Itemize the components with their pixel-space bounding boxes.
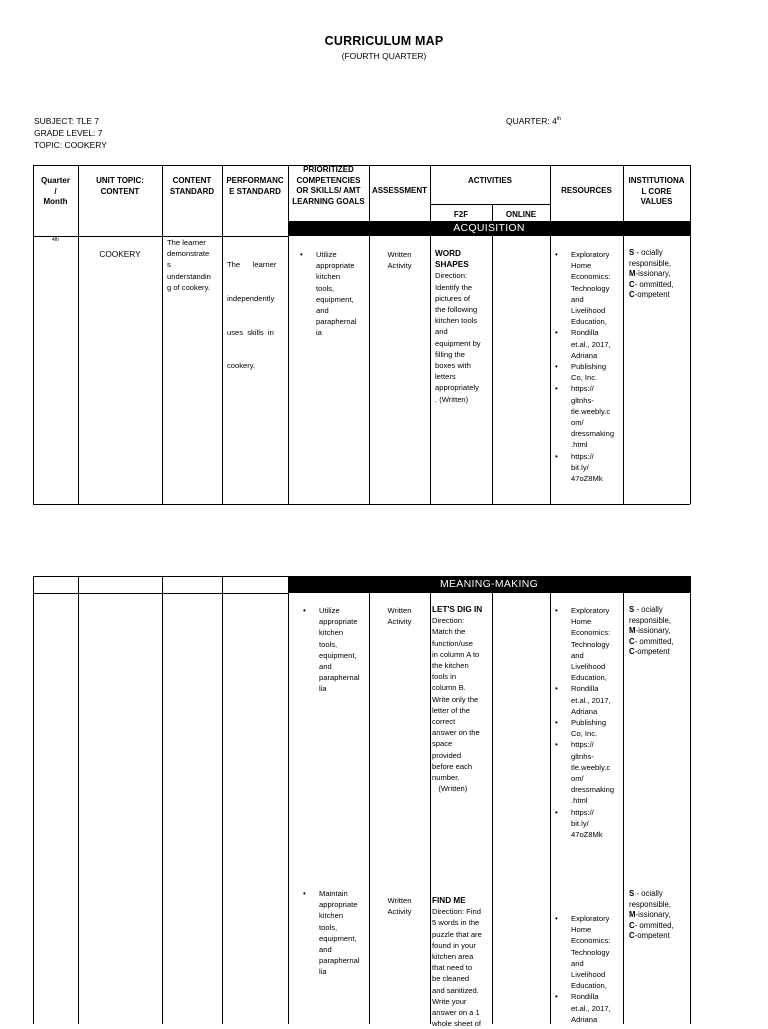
text-line: Activity xyxy=(387,907,412,917)
text-line: Economics: xyxy=(571,628,611,638)
text-line: the following xyxy=(435,305,478,315)
quarter-label-text: QUARTER: 4 xyxy=(506,116,557,126)
text-line: tle.weebly.c xyxy=(571,762,611,772)
meta-block xyxy=(34,115,107,151)
bullet-icon: • xyxy=(555,740,558,750)
text-line: kitchen xyxy=(319,911,344,921)
text-line: column B. xyxy=(432,683,466,693)
assessment-cell xyxy=(369,605,430,627)
text-line: paraphernal xyxy=(319,956,360,966)
text-line: whole sheet of xyxy=(432,1019,481,1029)
text-line: Education, xyxy=(571,981,607,991)
value-line xyxy=(629,910,689,921)
text-line: filling the xyxy=(435,349,465,359)
f2f-activity-cell xyxy=(435,248,491,405)
header-quarter-line: Month xyxy=(43,197,68,206)
bullet-icon: • xyxy=(555,250,558,259)
text-line: Home xyxy=(571,617,592,627)
text-line: https:// xyxy=(571,740,594,750)
text-line: appropriate xyxy=(319,900,358,910)
header-unit-topic-line: CONTENT xyxy=(100,186,140,196)
text-line: tools, xyxy=(319,922,338,932)
value-line xyxy=(629,931,689,942)
content-standard-cell xyxy=(167,237,219,293)
text-line: Economics: xyxy=(571,272,611,282)
activity-title: FIND ME xyxy=(432,896,466,905)
resource-item xyxy=(555,717,623,739)
text-line: Rondilla xyxy=(571,328,599,338)
text-line: The learner xyxy=(227,260,277,270)
text-line: provided xyxy=(432,750,462,760)
bullet-icon: • xyxy=(300,250,303,259)
text-line: equipment, xyxy=(319,650,357,660)
text-line: Identify the xyxy=(435,282,473,292)
text-line: et.al., 2017, xyxy=(571,1003,611,1013)
core-values-cell xyxy=(629,248,689,301)
competency-cell xyxy=(300,249,368,339)
resource-item xyxy=(555,249,623,327)
unit-topic-cell: COOKERY xyxy=(99,249,141,259)
text-line: Publishing xyxy=(571,362,607,372)
text-line: kitchen xyxy=(316,272,341,282)
value-letter: C xyxy=(629,279,635,289)
header-performance-standard-line: E STANDARD xyxy=(229,186,281,196)
core-values-cell xyxy=(629,889,689,942)
header-resources: RESOURCES xyxy=(561,186,612,195)
text-line: letters xyxy=(435,372,456,382)
header-core-values-line: VALUES xyxy=(640,197,673,206)
value-text: -ompetent xyxy=(634,647,670,657)
text-line: found in your xyxy=(432,940,476,950)
text-line: et.al., 2017, xyxy=(571,339,611,349)
text-line: and xyxy=(319,945,332,955)
header-performance-standard-line: PERFORMANC xyxy=(226,176,284,185)
value-text: -ompetent xyxy=(634,931,670,941)
text-line: Exploratory xyxy=(571,606,610,615)
document-title: CURRICULUM MAP xyxy=(324,34,444,48)
header-competencies-line: LEARNING GOALS xyxy=(292,196,365,206)
value-letter: C xyxy=(629,920,635,930)
section-bar-meaning-making: MEANING-MAKING xyxy=(288,576,690,593)
header-f2f: F2F xyxy=(453,210,469,219)
text-line: Maintain xyxy=(319,889,348,898)
header-competencies-line: OR SKILLS/ AMT xyxy=(296,186,361,195)
text-line: om/ xyxy=(571,774,584,784)
text-line: om/ xyxy=(571,418,584,428)
value-text: - ocially xyxy=(634,248,663,257)
header-quarter-line: / xyxy=(54,186,57,196)
text-line: that need to xyxy=(432,963,473,973)
assessment-cell xyxy=(369,249,430,271)
text-line: Match the xyxy=(432,627,466,637)
text-line: independently xyxy=(227,294,275,304)
text-line: letter of the xyxy=(432,705,470,715)
value-letter: M xyxy=(629,910,636,920)
resources-list xyxy=(555,605,623,840)
header-core-values xyxy=(623,176,690,208)
document-subtitle: (FOURTH QUARTER) xyxy=(341,51,427,61)
text-line: and xyxy=(316,306,329,316)
text-line: Adriana xyxy=(571,706,598,716)
header-quarter-line: Quarter xyxy=(41,176,70,185)
header-online: ONLINE xyxy=(505,210,537,219)
resource-link[interactable] xyxy=(555,383,623,450)
text-line: Rondilla xyxy=(571,992,599,1002)
value-text: -ompetent xyxy=(634,290,670,300)
text-line: answer on a 1 xyxy=(432,1008,480,1018)
text-line: dressmaking xyxy=(571,785,615,795)
text-line: Adriana xyxy=(571,350,598,360)
text-line: appropriate xyxy=(316,261,355,271)
value-line xyxy=(629,280,689,291)
performance-standard-cell xyxy=(227,237,285,383)
text-line: Direction: xyxy=(432,616,465,626)
resource-link[interactable] xyxy=(555,451,623,485)
value-text: responsible, xyxy=(629,615,672,625)
text-line: tools, xyxy=(319,639,338,649)
text-line: Education, xyxy=(571,673,607,683)
header-competencies xyxy=(288,165,369,207)
text-line: Adriana xyxy=(571,1014,598,1024)
bullet-icon: • xyxy=(555,451,558,461)
text-line: Technology xyxy=(571,639,610,649)
text-line: number. xyxy=(432,773,460,783)
text-line: 47oZ8Mk xyxy=(571,474,603,484)
resources-list xyxy=(555,913,623,1025)
resources-cell xyxy=(555,913,623,1025)
topic-label: TOPIC: COOKERY xyxy=(34,140,107,150)
text-line: the kitchen xyxy=(432,661,469,671)
section-bar-acquisition: ACQUISITION xyxy=(288,221,690,236)
text-line: paraphernal xyxy=(316,317,357,327)
text-line: cookery. xyxy=(227,361,256,371)
value-letter: S xyxy=(629,605,635,614)
text-line: bit.ly/ xyxy=(571,818,589,828)
value-text: -issionary, xyxy=(635,910,671,920)
value-line xyxy=(629,605,689,616)
text-line: tools, xyxy=(316,283,335,293)
text-line: equipment by xyxy=(435,338,481,348)
text-line: Exploratory xyxy=(571,914,610,923)
header-activities: ACTIVITIES xyxy=(467,176,512,185)
text-line: equipment, xyxy=(319,933,357,943)
subject-label: SUBJECT: TLE 7 xyxy=(34,116,100,126)
text-line: Activity xyxy=(387,261,412,271)
header-quarter-month xyxy=(33,176,78,208)
resource-item xyxy=(555,991,623,1025)
text-line: function/use xyxy=(432,638,473,648)
text-line: Home xyxy=(571,925,592,935)
text-line: The learner xyxy=(167,238,206,247)
text-line: 5 words in the xyxy=(432,918,480,928)
value-line xyxy=(629,626,689,637)
competency-cell xyxy=(303,888,369,978)
text-line: kitchen tools xyxy=(435,316,478,326)
resource-item xyxy=(555,913,623,991)
bullet-icon: • xyxy=(303,889,306,898)
quarter-label-sup: th xyxy=(556,116,562,123)
text-line: Written xyxy=(387,606,412,615)
text-line: tools in xyxy=(432,672,457,682)
bullet-icon: • xyxy=(555,914,558,923)
text-line: g of cookery. xyxy=(167,282,210,292)
value-line xyxy=(629,248,689,259)
bullet-icon: • xyxy=(555,606,558,615)
activity-title: LET'S DIG IN xyxy=(432,605,483,614)
header-assessment: ASSESSMENT xyxy=(371,186,428,195)
text-line: Home xyxy=(571,261,592,271)
text-line: puzzle that are xyxy=(432,929,482,939)
header-core-values-line: INSTITUTIONA xyxy=(628,176,685,185)
text-line: Written xyxy=(387,896,412,905)
value-letter: S xyxy=(629,248,635,257)
text-line: Write only the xyxy=(432,694,479,704)
bullet-icon: • xyxy=(555,718,558,728)
text-line: before each xyxy=(432,761,473,771)
value-line xyxy=(629,921,689,932)
header-competencies-line: PRIORITIZED xyxy=(303,165,354,174)
text-line: Direction: xyxy=(435,271,468,281)
text-line: Co, Inc. xyxy=(571,729,598,739)
text-line: bit.ly/ xyxy=(571,462,589,472)
resource-item xyxy=(555,605,623,683)
value-line xyxy=(629,900,689,911)
text-line: correct xyxy=(432,717,456,727)
text-line: Co, Inc. xyxy=(571,373,598,383)
text-line: Technology xyxy=(571,947,610,957)
header-content-standard-line: CONTENT xyxy=(172,176,212,185)
text-line: and xyxy=(571,958,584,968)
text-line: be cleaned xyxy=(432,974,470,984)
text-line: et.al., 2017, xyxy=(571,695,611,705)
text-line: https:// xyxy=(571,384,594,394)
text-line: . (Written) xyxy=(435,394,469,404)
header-content-standard-line: STANDARD xyxy=(169,186,215,196)
value-letter: C xyxy=(629,290,635,300)
bullet-icon: • xyxy=(555,362,558,372)
value-text: -issionary, xyxy=(635,269,671,279)
bullet-icon: • xyxy=(555,992,558,1002)
header-competencies-line: COMPETENCIES xyxy=(296,175,361,185)
text-line: .html xyxy=(571,796,588,806)
header-core-values-line: L CORE xyxy=(641,186,672,196)
f2f-activity-cell xyxy=(432,895,490,1029)
text-line: Utilize xyxy=(319,606,340,615)
text-line: Livelihood xyxy=(571,970,606,980)
text-line: Write your xyxy=(432,996,467,1006)
core-values-cell xyxy=(629,605,689,658)
value-letter: M xyxy=(629,269,636,279)
text-line: kitchen area xyxy=(432,952,474,962)
text-line: and xyxy=(435,327,448,337)
grade-level-label: GRADE LEVEL: 7 xyxy=(34,128,103,138)
value-letter: C xyxy=(629,647,635,657)
text-line: in column A to xyxy=(432,649,480,659)
bullet-icon: • xyxy=(555,807,558,817)
text-line: gltnhs- xyxy=(571,395,594,405)
resource-item xyxy=(555,361,623,383)
text-line: space xyxy=(432,739,453,749)
text-line: dressmaking xyxy=(571,429,615,439)
bullet-icon: • xyxy=(555,684,558,694)
value-letter: C xyxy=(629,931,635,941)
text-line: Exploratory xyxy=(571,250,610,259)
value-line xyxy=(629,889,689,900)
value-line xyxy=(629,290,689,301)
value-line xyxy=(629,269,689,280)
text-line: Livelihood xyxy=(571,662,606,672)
bullet-icon: • xyxy=(303,606,306,615)
resources-cell xyxy=(555,249,623,484)
value-text: responsible, xyxy=(629,899,672,909)
text-line: Direction: Find xyxy=(432,907,481,917)
resources-list xyxy=(555,249,623,484)
value-text: - ocially xyxy=(634,605,663,614)
bullet-icon: • xyxy=(555,328,558,338)
activity-title: WORD xyxy=(435,249,461,258)
value-line xyxy=(629,637,689,648)
text-line: lia xyxy=(319,684,327,694)
text-line: tle.weebly.c xyxy=(571,406,611,416)
value-text: responsible, xyxy=(629,258,672,268)
text-line: ia xyxy=(316,328,322,338)
value-text: - ommitted, xyxy=(634,279,674,289)
text-line: and xyxy=(571,294,584,304)
resources-cell xyxy=(555,605,623,840)
activity-title: SHAPES xyxy=(435,260,469,270)
text-line: equipment, xyxy=(316,294,354,304)
text-line: 47oZ8Mk xyxy=(571,830,603,840)
text-line: boxes with xyxy=(435,361,471,371)
text-line: understandin xyxy=(167,271,211,281)
value-letter: C xyxy=(629,636,635,646)
text-line: (Written) xyxy=(432,784,468,794)
text-line: gltnhs- xyxy=(571,751,594,761)
value-letter: M xyxy=(629,626,636,636)
bullet-icon: • xyxy=(555,384,558,394)
text-line: Education, xyxy=(571,317,607,327)
text-line: answer on the xyxy=(432,728,480,738)
assessment-cell xyxy=(369,895,430,917)
value-line xyxy=(629,616,689,627)
text-line: lia xyxy=(319,967,327,977)
text-line: demonstrate xyxy=(167,249,210,259)
resource-link[interactable] xyxy=(555,739,623,806)
header-content-standard xyxy=(162,176,222,197)
competency-cell xyxy=(303,605,369,695)
header-unit-topic-line: UNIT TOPIC: xyxy=(96,176,144,185)
resource-link[interactable] xyxy=(555,807,623,841)
text-line: https:// xyxy=(571,451,594,461)
value-line xyxy=(629,647,689,658)
text-line: appropriately xyxy=(435,383,479,393)
value-text: - ocially xyxy=(634,889,663,898)
text-line: s xyxy=(167,260,171,270)
text-line: Publishing xyxy=(571,718,607,728)
text-line: and xyxy=(319,662,332,672)
text-line: Utilize xyxy=(316,250,337,259)
quarter-cell: 4th xyxy=(52,237,59,243)
value-text: - ommitted, xyxy=(634,636,674,646)
text-line: Rondilla xyxy=(571,684,599,694)
f2f-activity-cell xyxy=(432,604,490,794)
resource-item xyxy=(555,327,623,361)
text-line: Written xyxy=(387,250,412,259)
resource-item xyxy=(555,683,623,717)
value-text: -issionary, xyxy=(635,626,671,636)
text-line: paraphernal xyxy=(319,673,360,683)
value-text: - ommitted, xyxy=(634,920,674,930)
value-line xyxy=(629,259,689,270)
header-performance-standard xyxy=(222,176,288,197)
text-line: kitchen xyxy=(319,628,344,638)
text-line: Technology xyxy=(571,283,610,293)
quarter-label xyxy=(506,116,561,126)
text-line: uses skills in xyxy=(227,327,274,337)
text-line: https:// xyxy=(571,807,594,817)
text-line: Livelihood xyxy=(571,306,606,316)
text-line: Economics: xyxy=(571,936,611,946)
header-unit-topic xyxy=(78,176,162,197)
text-line: and sanitized. xyxy=(432,985,479,995)
text-line: .html xyxy=(571,440,588,450)
value-letter: S xyxy=(629,889,635,898)
text-line: Activity xyxy=(387,617,412,627)
text-line: pictures of xyxy=(435,293,471,303)
text-line: and xyxy=(571,650,584,660)
text-line: appropriate xyxy=(319,617,358,627)
